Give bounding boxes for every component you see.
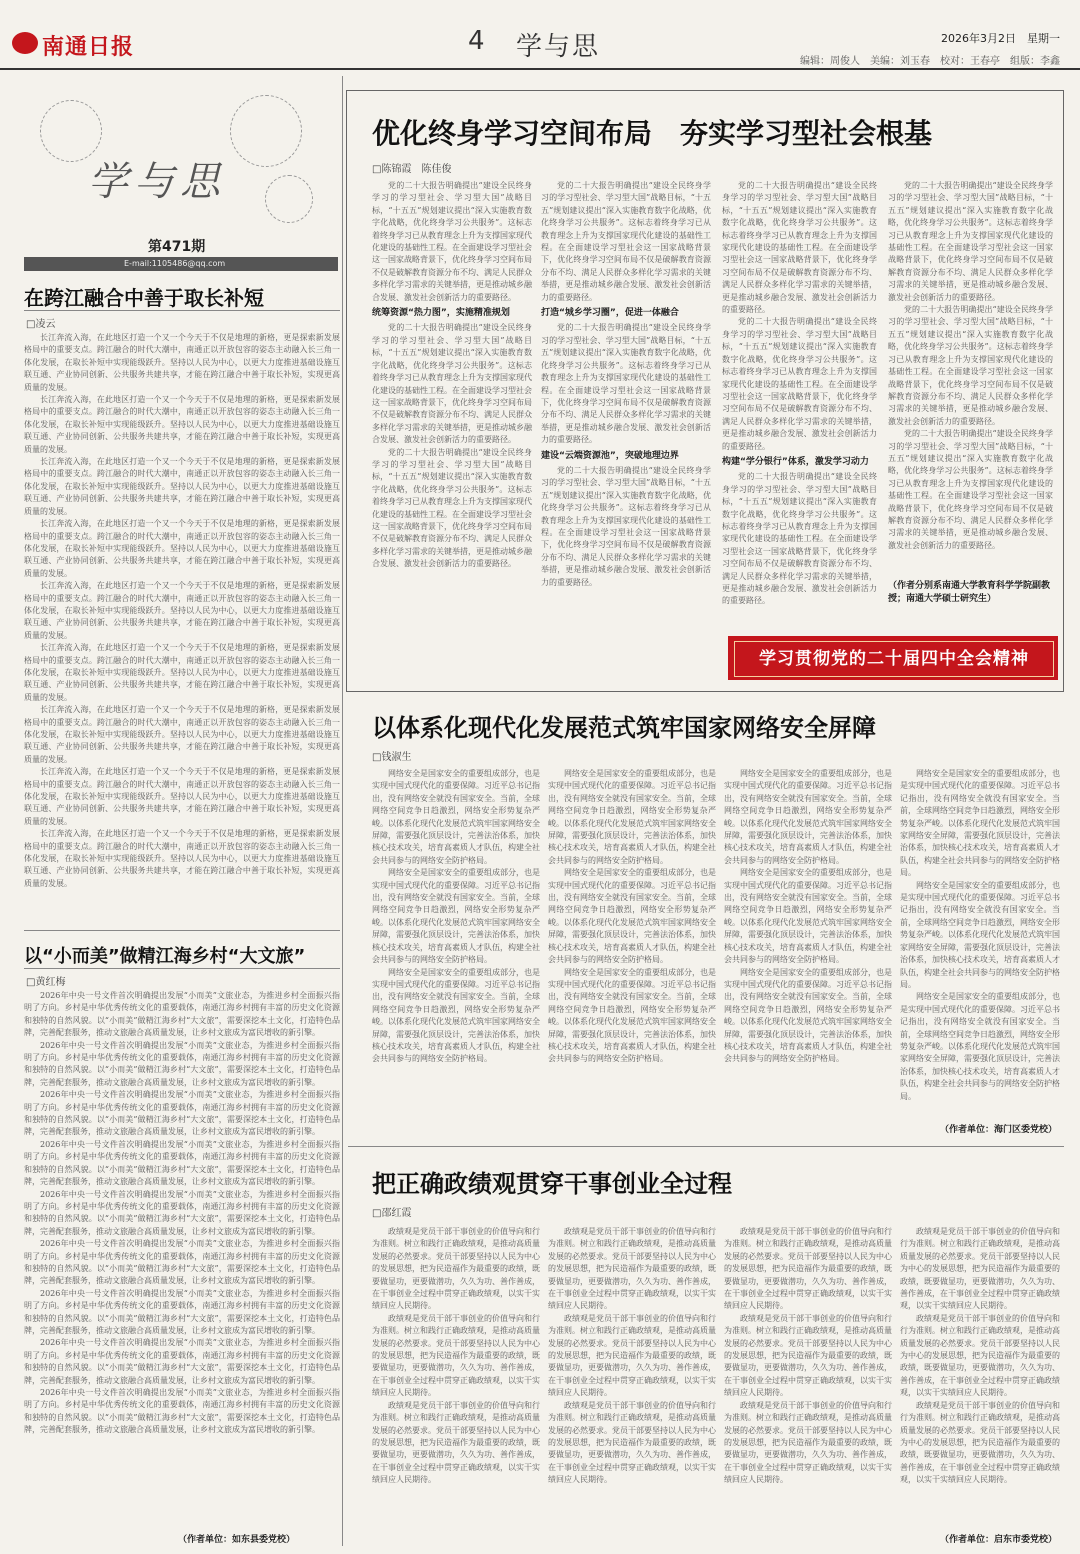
- section-number: 4: [468, 26, 485, 56]
- issue-date: 2026年3月2日 星期一: [941, 32, 1060, 45]
- subheading: 构建“学分银行”体系，激发学习动力: [722, 456, 869, 467]
- campaign-banner-text: 学习贯彻党的二十届四中全会精神: [734, 641, 1054, 677]
- title-rule: [24, 968, 340, 969]
- article-byline: □邵红霞: [372, 1208, 412, 1219]
- subheading: 统筹资源“热力图”，实施精准规划: [372, 308, 510, 319]
- article-body: 党的二十大报告明确提出“建设全民终身学习的学习型社会、学习型大国”战略目标，“十五五”规划建议提出“深入实施教育数字化战略，优化终身学习公共服务”。这标志着终身学习已从教育理念上升为支撑国家现代化建设的基础性工程。在全面建设学习型社会这一国家战略背景下，优化终身学习空间布局不仅是破解教育资源分布不均、满足人民群众多样化学习需求的关键举措，更是推动城乡融合发展、激发社会创新活力的重要路径。 统筹资源“热力图”，实施精准规划 党的二十大报告明确提出“建设全民终身学习的学习型社会、学习型大国”战略目标，“十五五”规划建议提出“深入实施教育数字化战略，优化终身学习公共服务”。这标志着终身学习已从教育理念上升为支撑国家现代化建设的基础性工程。在全面建设学习型社会这一国家战略背景下，优化终身学习空间布局不仅是破解教育资源分布不均、满足人民群众多样化学习需求的关键举措，更是推动城乡融合发展、激发社会创新活力的重要路径。 党的二十大报告明确提出“建设全民终身学习的学习型社会、学习型大国”战略目标，“十五五”规划建议提出“深入实施教育数字化战略，优化终身学习公共服务”。这标志着终身学习已从教育理念上升为支撑国家现代化建设的基础性工程。在全面建设学习型社会这一国家战略背景下，优化终身学习空间布局不仅是破解教育资源分布不均、满足人民群众多样化学习需求的关键举措，更是推动城乡融合发展、激发社会创新活力的重要路径。: [372, 181, 532, 569]
- article-body: 网络安全是国家安全的重要组成部分，也是实现中国式现代化的重要保障。习近平总书记指出，没有网络安全就没有国家安全。当前，全球网络空间竞争日趋激烈，网络安全形势复杂严峻。以体系化现代化发展范式筑牢国家网络安全屏障，需要强化顶层设计，完善法治体系，加快核心技术攻关，培育高素质人才队伍，构建全社会共同参与的网络安全防护格局。 网络安全是国家安全的重要组成部分，也是实现中国式现代化的重要保障。习近平总书记指出，没有网络安全就没有国家安全。当前，全球网络空间竞争日趋激烈，网络安全形势复杂严峻。以体系化现代化发展范式筑牢国家网络安全屏障，需要强化顶层设计，完善法治体系，加快核心技术攻关，培育高素质人才队伍，构建全社会共同参与的网络安全防护格局。 网络安全是国家安全的重要组成部分，也是实现中国式现代化的重要保障。习近平总书记指出，没有网络安全就没有国家安全。当前，全球网络空间竞争日趋激烈，网络安全形势复杂严峻。以体系化现代化发展范式筑牢国家网络安全屏障，需要强化顶层设计，完善法治体系，加快核心技术攻关，培育高素质人才队伍，构建全社会共同参与的网络安全防护格局。: [548, 769, 716, 1064]
- article-body: 长江奔流入海，在此地区打造一个又一个今天于不仅是地理的新格，更是探索新发展格局中的重要支点。跨江融合的时代大潮中，南通正以开放包容的姿态主动融入长三角一体化发展，在取长补短中实现能级跃升。坚持以人民为中心，以更大力度推进基础设施互联互通、产业协同创新、公共服务共建共享，才能在跨江融合中善于取长补短，实现更高质量的发展。 长江奔流入海，在此地区打造一个又一个今天于不仅是地理的新格，更是探索新发展格局中的重要支点。跨江融合的时代大潮中，南通正以开放包容的姿态主动融入长三角一体化发展，在取长补短中实现能级跃升。坚持以人民为中心，以更大力度推进基础设施互联互通、产业协同创新、公共服务共建共享，才能在跨江融合中善于取长补短，实现更高质量的发展。 长江奔流入海，在此地区打造一个又一个今天于不仅是地理的新格，更是探索新发展格局中的重要支点。跨江融合的时代大潮中，南通正以开放包容的姿态主动融入长三角一体化发展，在取长补短中实现能级跃升。坚持以人民为中心，以更大力度推进基础设施互联互通、产业协同创新、公共服务共建共享，才能在跨江融合中善于取长补短，实现更高质量的发展。 长江奔流入海，在此地区打造一个又一个今天于不仅是地理的新格，更是探索新发展格局中的重要支点。跨江融合的时代大潮中，南通正以开放包容的姿态主动融入长三角一体化发展，在取长补短中实现能级跃升。坚持以人民为中心，以更大力度推进基础设施互联互通、产业协同创新、公共服务共建共享，才能在跨江融合中善于取长补短，实现更高质量的发展。 长江奔流入海，在此地区打造一个又一个今天于不仅是地理的新格，更是探索新发展格局中的重要支点。跨江融合的时代大潮中，南通正以开放包容的姿态主动融入长三角一体化发展，在取长补短中实现能级跃升。坚持以人民为中心，以更大力度推进基础设施互联互通、产业协同创新、公共服务共建共享，才能在跨江融合中善于取长补短，实现更高质量的发展。 长江奔流入海，在此地区打造一个又一个今天于不仅是地理的新格，更是探索新发展格局中的重要支点。跨江融合的时代大潮中，南通正以开放包容的姿态主动融入长三角一体化发展，在取长补短中实现能级跃升。坚持以人民为中心，以更大力度推进基础设施互联互通、产业协同创新、公共服务共建共享，才能在跨江融合中善于取长补短，实现更高质量的发展。 长江奔流入海，在此地区打造一个又一个今天于不仅是地理的新格，更是探索新发展格局中的重要支点。跨江融合的时代大潮中，南通正以开放包容的姿态主动融入长三角一体化发展，在取长补短中实现能级跃升。坚持以人民为中心，以更大力度推进基础设施互联互通、产业协同创新、公共服务共建共享，才能在跨江融合中善于取长补短，实现更高质量的发展。 长江奔流入海，在此地区打造一个又一个今天于不仅是地理的新格，更是探索新发展格局中的重要支点。跨江融合的时代大潮中，南通正以开放包容的姿态主动融入长三角一体化发展，在取长补短中实现能级跃升。坚持以人民为中心，以更大力度推进基础设施互联互通、产业协同创新、公共服务共建共享，才能在跨江融合中善于取长补短，实现更高质量的发展。 长江奔流入海，在此地区打造一个又一个今天于不仅是地理的新格，更是探索新发展格局中的重要支点。跨江融合的时代大潮中，南通正以开放包容的姿态主动融入长三角一体化发展，在取长补短中实现能级跃升。坚持以人民为中心，以更大力度推进基础设施互联互通、产业协同创新、公共服务共建共享，才能在跨江融合中善于取长补短，实现更高质量的发展。: [24, 333, 340, 888]
- title-rule: [24, 310, 340, 311]
- article-title: 优化终身学习空间布局 夯实学习型社会根基: [372, 117, 933, 150]
- article-byline: □陈锦霞 陈佳俊: [372, 164, 452, 175]
- article-title: 在跨江融合中善于取长补短: [24, 286, 264, 310]
- article-author: （作者单位：海门区委党校）: [940, 1125, 1058, 1135]
- article-separator: [24, 930, 340, 931]
- article-title: 以“小而美”做精江海乡村“大文旅”: [24, 946, 306, 967]
- paper-name: 南通日报: [42, 35, 135, 60]
- article-title: 把正确政绩观贯穿干事创业全过程: [372, 1170, 732, 1198]
- article-body: 党的二十大报告明确提出“建设全民终身学习的学习型社会、学习型大国”战略目标，“十五五”规划建议提出“深入实施教育数字化战略，优化终身学习公共服务”。这标志着终身学习已从教育理念上升为支撑国家现代化建设的基础性工程。在全面建设学习型社会这一国家战略背景下，优化终身学习空间布局不仅是破解教育资源分布不均、满足人民群众多样化学习需求的关键举措，更是推动城乡融合发展、激发社会创新活力的重要路径。 党的二十大报告明确提出“建设全民终身学习的学习型社会、学习型大国”战略目标，“十五五”规划建议提出“深入实施教育数字化战略，优化终身学习公共服务”。这标志着终身学习已从教育理念上升为支撑国家现代化建设的基础性工程。在全面建设学习型社会这一国家战略背景下，优化终身学习空间布局不仅是破解教育资源分布不均、满足人民群众多样化学习需求的关键举措，更是推动城乡融合发展、激发社会创新活力的重要路径。 构建“学分银行”体系，激发学习动力 党的二十大报告明确提出“建设全民终身学习的学习型社会、学习型大国”战略目标，“十五五”规划建议提出“深入实施教育数字化战略，优化终身学习公共服务”。这标志着终身学习已从教育理念上升为支撑国家现代化建设的基础性工程。在全面建设学习型社会这一国家战略背景下，优化终身学习空间布局不仅是破解教育资源分布不均、满足人民群众多样化学习需求的关键举措，更是推动城乡融合发展、激发社会创新活力的重要路径。: [722, 181, 877, 606]
- subheading: 打造“城乡学习圈”，促进一体融合: [541, 308, 679, 319]
- column-email: E-mail:1105486@qq.com: [24, 257, 338, 271]
- article-byline: □凌云: [26, 319, 56, 330]
- article-byline: □黄红梅: [26, 977, 66, 988]
- dandelion-icon: [230, 95, 302, 167]
- article-body: 网络安全是国家安全的重要组成部分，也是实现中国式现代化的重要保障。习近平总书记指出，没有网络安全就没有国家安全。当前，全球网络空间竞争日趋激烈，网络安全形势复杂严峻。以体系化现代化发展范式筑牢国家网络安全屏障，需要强化顶层设计，完善法治体系，加快核心技术攻关，培育高素质人才队伍，构建全社会共同参与的网络安全防护格局。 网络安全是国家安全的重要组成部分，也是实现中国式现代化的重要保障。习近平总书记指出，没有网络安全就没有国家安全。当前，全球网络空间竞争日趋激烈，网络安全形势复杂严峻。以体系化现代化发展范式筑牢国家网络安全屏障，需要强化顶层设计，完善法治体系，加快核心技术攻关，培育高素质人才队伍，构建全社会共同参与的网络安全防护格局。 网络安全是国家安全的重要组成部分，也是实现中国式现代化的重要保障。习近平总书记指出，没有网络安全就没有国家安全。当前，全球网络空间竞争日趋激烈，网络安全形势复杂严峻。以体系化现代化发展范式筑牢国家网络安全屏障，需要强化顶层设计，完善法治体系，加快核心技术攻关，培育高素质人才队伍，构建全社会共同参与的网络安全防护格局。: [900, 769, 1060, 1101]
- article-body: 2026年中央一号文件首次明确提出发展“小而美”文旅业态，为推进乡村全面振兴指明了方向。乡村是中华优秀传统文化的重要载体，南通江海乡村拥有丰富的历史文化资源和独特的自然风貌。以“小而美”做精江海乡村“大文旅”，需要深挖本土文化，打造特色品牌，完善配套服务，推动文旅融合高质量发展，让乡村文旅成为富民增收的新引擎。 2026年中央一号文件首次明确提出发展“小而美”文旅业态，为推进乡村全面振兴指明了方向。乡村是中华优秀传统文化的重要载体，南通江海乡村拥有丰富的历史文化资源和独特的自然风貌。以“小而美”做精江海乡村“大文旅”，需要深挖本土文化，打造特色品牌，完善配套服务，推动文旅融合高质量发展，让乡村文旅成为富民增收的新引擎。 2026年中央一号文件首次明确提出发展“小而美”文旅业态，为推进乡村全面振兴指明了方向。乡村是中华优秀传统文化的重要载体，南通江海乡村拥有丰富的历史文化资源和独特的自然风貌。以“小而美”做精江海乡村“大文旅”，需要深挖本土文化，打造特色品牌，完善配套服务，推动文旅融合高质量发展，让乡村文旅成为富民增收的新引擎。 2026年中央一号文件首次明确提出发展“小而美”文旅业态，为推进乡村全面振兴指明了方向。乡村是中华优秀传统文化的重要载体，南通江海乡村拥有丰富的历史文化资源和独特的自然风貌。以“小而美”做精江海乡村“大文旅”，需要深挖本土文化，打造特色品牌，完善配套服务，推动文旅融合高质量发展，让乡村文旅成为富民增收的新引擎。 2026年中央一号文件首次明确提出发展“小而美”文旅业态，为推进乡村全面振兴指明了方向。乡村是中华优秀传统文化的重要载体，南通江海乡村拥有丰富的历史文化资源和独特的自然风貌。以“小而美”做精江海乡村“大文旅”，需要深挖本土文化，打造特色品牌，完善配套服务，推动文旅融合高质量发展，让乡村文旅成为富民增收的新引擎。 2026年中央一号文件首次明确提出发展“小而美”文旅业态，为推进乡村全面振兴指明了方向。乡村是中华优秀传统文化的重要载体，南通江海乡村拥有丰富的历史文化资源和独特的自然风貌。以“小而美”做精江海乡村“大文旅”，需要深挖本土文化，打造特色品牌，完善配套服务，推动文旅融合高质量发展，让乡村文旅成为富民增收的新引擎。 2026年中央一号文件首次明确提出发展“小而美”文旅业态，为推进乡村全面振兴指明了方向。乡村是中华优秀传统文化的重要载体，南通江海乡村拥有丰富的历史文化资源和独特的自然风貌。以“小而美”做精江海乡村“大文旅”，需要深挖本土文化，打造特色品牌，完善配套服务，推动文旅融合高质量发展，让乡村文旅成为富民增收的新引擎。 2026年中央一号文件首次明确提出发展“小而美”文旅业态，为推进乡村全面振兴指明了方向。乡村是中华优秀传统文化的重要载体，南通江海乡村拥有丰富的历史文化资源和独特的自然风貌。以“小而美”做精江海乡村“大文旅”，需要深挖本土文化，打造特色品牌，完善配套服务，推动文旅融合高质量发展，让乡村文旅成为富民增收的新引擎。 2026年中央一号文件首次明确提出发展“小而美”文旅业态，为推进乡村全面振兴指明了方向。乡村是中华优秀传统文化的重要载体，南通江海乡村拥有丰富的历史文化资源和独特的自然风貌。以“小而美”做精江海乡村“大文旅”，需要深挖本土文化，打造特色品牌，完善配套服务，推动文旅融合高质量发展，让乡村文旅成为富民增收的新引擎。: [24, 991, 340, 1435]
- subheading: 建设“云端资源池”，突破地理边界: [541, 450, 679, 461]
- article-byline: □钱淑生: [372, 752, 412, 763]
- article-author: （作者单位：如东县委党校）: [178, 1535, 296, 1545]
- article-body: 党的二十大报告明确提出“建设全民终身学习的学习型社会、学习型大国”战略目标，“十五五”规划建议提出“深入实施教育数字化战略，优化终身学习公共服务”。这标志着终身学习已从教育理念上升为支撑国家现代化建设的基础性工程。在全面建设学习型社会这一国家战略背景下，优化终身学习空间布局不仅是破解教育资源分布不均、满足人民群众多样化学习需求的关键举措，更是推动城乡融合发展、激发社会创新活力的重要路径。 打造“城乡学习圈”，促进一体融合 党的二十大报告明确提出“建设全民终身学习的学习型社会、学习型大国”战略目标，“十五五”规划建议提出“深入实施教育数字化战略，优化终身学习公共服务”。这标志着终身学习已从教育理念上升为支撑国家现代化建设的基础性工程。在全面建设学习型社会这一国家战略背景下，优化终身学习空间布局不仅是破解教育资源分布不均、满足人民群众多样化学习需求的关键举措，更是推动城乡融合发展、激发社会创新活力的重要路径。 建设“云端资源池”，突破地理边界 党的二十大报告明确提出“建设全民终身学习的学习型社会、学习型大国”战略目标，“十五五”规划建议提出“深入实施教育数字化战略，优化终身学习公共服务”。这标志着终身学习已从教育理念上升为支撑国家现代化建设的基础性工程。在全面建设学习型社会这一国家战略背景下，优化终身学习空间布局不仅是破解教育资源分布不均、满足人民群众多样化学习需求的关键举措，更是推动城乡融合发展、激发社会创新活力的重要路径。: [541, 181, 711, 587]
- issue-number: 第471期: [148, 239, 206, 255]
- article-separator: [348, 1146, 1064, 1147]
- section-title: 学与思: [516, 32, 601, 62]
- article-author: （作者分别系南通大学教育科学学院副教授；南通大学硕士研究生）: [888, 581, 1051, 604]
- article-body: 政绩观是党员干部干事创业的价值导向和行为准则。树立和践行正确政绩观，是推动高质量发展的必然要求。党员干部要坚持以人民为中心的发展思想，把为民造福作为最重要的政绩，既要做显功，更要做潜功，久久为功、善作善成，在干事创业全过程中贯穿正确政绩观，以实干实绩回应人民期待。 政绩观是党员干部干事创业的价值导向和行为准则。树立和践行正确政绩观，是推动高质量发展的必然要求。党员干部要坚持以人民为中心的发展思想，把为民造福作为最重要的政绩，既要做显功，更要做潜功，久久为功、善作善成，在干事创业全过程中贯穿正确政绩观，以实干实绩回应人民期待。 政绩观是党员干部干事创业的价值导向和行为准则。树立和践行正确政绩观，是推动高质量发展的必然要求。党员干部要坚持以人民为中心的发展思想，把为民造福作为最重要的政绩，既要做显功，更要做潜功，久久为功、善作善成，在干事创业全过程中贯穿正确政绩观，以实干实绩回应人民期待。: [724, 1227, 892, 1485]
- article-body: 党的二十大报告明确提出“建设全民终身学习的学习型社会、学习型大国”战略目标，“十五五”规划建议提出“深入实施教育数字化战略，优化终身学习公共服务”。这标志着终身学习已从教育理念上升为支撑国家现代化建设的基础性工程。在全面建设学习型社会这一国家战略背景下，优化终身学习空间布局不仅是破解教育资源分布不均、满足人民群众多样化学习需求的关键举措，更是推动城乡融合发展、激发社会创新活力的重要路径。 党的二十大报告明确提出“建设全民终身学习的学习型社会、学习型大国”战略目标，“十五五”规划建议提出“深入实施教育数字化战略，优化终身学习公共服务”。这标志着终身学习已从教育理念上升为支撑国家现代化建设的基础性工程。在全面建设学习型社会这一国家战略背景下，优化终身学习空间布局不仅是破解教育资源分布不均、满足人民群众多样化学习需求的关键举措，更是推动城乡融合发展、激发社会创新活力的重要路径。 党的二十大报告明确提出“建设全民终身学习的学习型社会、学习型大国”战略目标，“十五五”规划建议提出“深入实施教育数字化战略，优化终身学习公共服务”。这标志着终身学习已从教育理念上升为支撑国家现代化建设的基础性工程。在全面建设学习型社会这一国家战略背景下，优化终身学习空间布局不仅是破解教育资源分布不均、满足人民群众多样化学习需求的关键举措，更是推动城乡融合发展、激发社会创新活力的重要路径。: [888, 181, 1053, 550]
- editors-line: 编辑：周俊人 美编：刘玉春 校对：王春亭 组版：李鑫: [800, 56, 1060, 67]
- column-deco-title: 学与思: [88, 159, 226, 205]
- article-title: 以体系化现代化发展范式筑牢国家网络安全屏障: [372, 714, 876, 742]
- column-divider: [342, 76, 343, 1546]
- article-body: 政绩观是党员干部干事创业的价值导向和行为准则。树立和践行正确政绩观，是推动高质量发展的必然要求。党员干部要坚持以人民为中心的发展思想，把为民造福作为最重要的政绩，既要做显功，更要做潜功，久久为功、善作善成，在干事创业全过程中贯穿正确政绩观，以实干实绩回应人民期待。 政绩观是党员干部干事创业的价值导向和行为准则。树立和践行正确政绩观，是推动高质量发展的必然要求。党员干部要坚持以人民为中心的发展思想，把为民造福作为最重要的政绩，既要做显功，更要做潜功，久久为功、善作善成，在干事创业全过程中贯穿正确政绩观，以实干实绩回应人民期待。 政绩观是党员干部干事创业的价值导向和行为准则。树立和践行正确政绩观，是推动高质量发展的必然要求。党员干部要坚持以人民为中心的发展思想，把为民造福作为最重要的政绩，既要做显功，更要做潜功，久久为功、善作善成，在干事创业全过程中贯穿正确政绩观，以实干实绩回应人民期待。: [900, 1227, 1060, 1485]
- article-body: 网络安全是国家安全的重要组成部分，也是实现中国式现代化的重要保障。习近平总书记指出，没有网络安全就没有国家安全。当前，全球网络空间竞争日趋激烈，网络安全形势复杂严峻。以体系化现代化发展范式筑牢国家网络安全屏障，需要强化顶层设计，完善法治体系，加快核心技术攻关，培育高素质人才队伍，构建全社会共同参与的网络安全防护格局。 网络安全是国家安全的重要组成部分，也是实现中国式现代化的重要保障。习近平总书记指出，没有网络安全就没有国家安全。当前，全球网络空间竞争日趋激烈，网络安全形势复杂严峻。以体系化现代化发展范式筑牢国家网络安全屏障，需要强化顶层设计，完善法治体系，加快核心技术攻关，培育高素质人才队伍，构建全社会共同参与的网络安全防护格局。 网络安全是国家安全的重要组成部分，也是实现中国式现代化的重要保障。习近平总书记指出，没有网络安全就没有国家安全。当前，全球网络空间竞争日趋激烈，网络安全形势复杂严峻。以体系化现代化发展范式筑牢国家网络安全屏障，需要强化顶层设计，完善法治体系，加快核心技术攻关，培育高素质人才队伍，构建全社会共同参与的网络安全防护格局。: [372, 769, 540, 1064]
- article-author: （作者单位：启东市委党校）: [940, 1535, 1058, 1545]
- header-rule: [0, 68, 1080, 70]
- article-body: 政绩观是党员干部干事创业的价值导向和行为准则。树立和践行正确政绩观，是推动高质量发展的必然要求。党员干部要坚持以人民为中心的发展思想，把为民造福作为最重要的政绩，既要做显功，更要做潜功，久久为功、善作善成，在干事创业全过程中贯穿正确政绩观，以实干实绩回应人民期待。 政绩观是党员干部干事创业的价值导向和行为准则。树立和践行正确政绩观，是推动高质量发展的必然要求。党员干部要坚持以人民为中心的发展思想，把为民造福作为最重要的政绩，既要做显功，更要做潜功，久久为功、善作善成，在干事创业全过程中贯穿正确政绩观，以实干实绩回应人民期待。 政绩观是党员干部干事创业的价值导向和行为准则。树立和践行正确政绩观，是推动高质量发展的必然要求。党员干部要坚持以人民为中心的发展思想，把为民造福作为最重要的政绩，既要做显功，更要做潜功，久久为功、善作善成，在干事创业全过程中贯穿正确政绩观，以实干实绩回应人民期待。: [548, 1227, 716, 1485]
- dandelion-icon: [265, 175, 313, 223]
- article-body: 网络安全是国家安全的重要组成部分，也是实现中国式现代化的重要保障。习近平总书记指出，没有网络安全就没有国家安全。当前，全球网络空间竞争日趋激烈，网络安全形势复杂严峻。以体系化现代化发展范式筑牢国家网络安全屏障，需要强化顶层设计，完善法治体系，加快核心技术攻关，培育高素质人才队伍，构建全社会共同参与的网络安全防护格局。 网络安全是国家安全的重要组成部分，也是实现中国式现代化的重要保障。习近平总书记指出，没有网络安全就没有国家安全。当前，全球网络空间竞争日趋激烈，网络安全形势复杂严峻。以体系化现代化发展范式筑牢国家网络安全屏障，需要强化顶层设计，完善法治体系，加快核心技术攻关，培育高素质人才队伍，构建全社会共同参与的网络安全防护格局。 网络安全是国家安全的重要组成部分，也是实现中国式现代化的重要保障。习近平总书记指出，没有网络安全就没有国家安全。当前，全球网络空间竞争日趋激烈，网络安全形势复杂严峻。以体系化现代化发展范式筑牢国家网络安全屏障，需要强化顶层设计，完善法治体系，加快核心技术攻关，培育高素质人才队伍，构建全社会共同参与的网络安全防护格局。: [724, 769, 892, 1064]
- paper-logo-icon: [12, 32, 38, 54]
- article-body: 政绩观是党员干部干事创业的价值导向和行为准则。树立和践行正确政绩观，是推动高质量发展的必然要求。党员干部要坚持以人民为中心的发展思想，把为民造福作为最重要的政绩，既要做显功，更要做潜功，久久为功、善作善成，在干事创业全过程中贯穿正确政绩观，以实干实绩回应人民期待。 政绩观是党员干部干事创业的价值导向和行为准则。树立和践行正确政绩观，是推动高质量发展的必然要求。党员干部要坚持以人民为中心的发展思想，把为民造福作为最重要的政绩，既要做显功，更要做潜功，久久为功、善作善成，在干事创业全过程中贯穿正确政绩观，以实干实绩回应人民期待。 政绩观是党员干部干事创业的价值导向和行为准则。树立和践行正确政绩观，是推动高质量发展的必然要求。党员干部要坚持以人民为中心的发展思想，把为民造福作为最重要的政绩，既要做显功，更要做潜功，久久为功、善作善成，在干事创业全过程中贯穿正确政绩观，以实干实绩回应人民期待。: [372, 1227, 540, 1485]
